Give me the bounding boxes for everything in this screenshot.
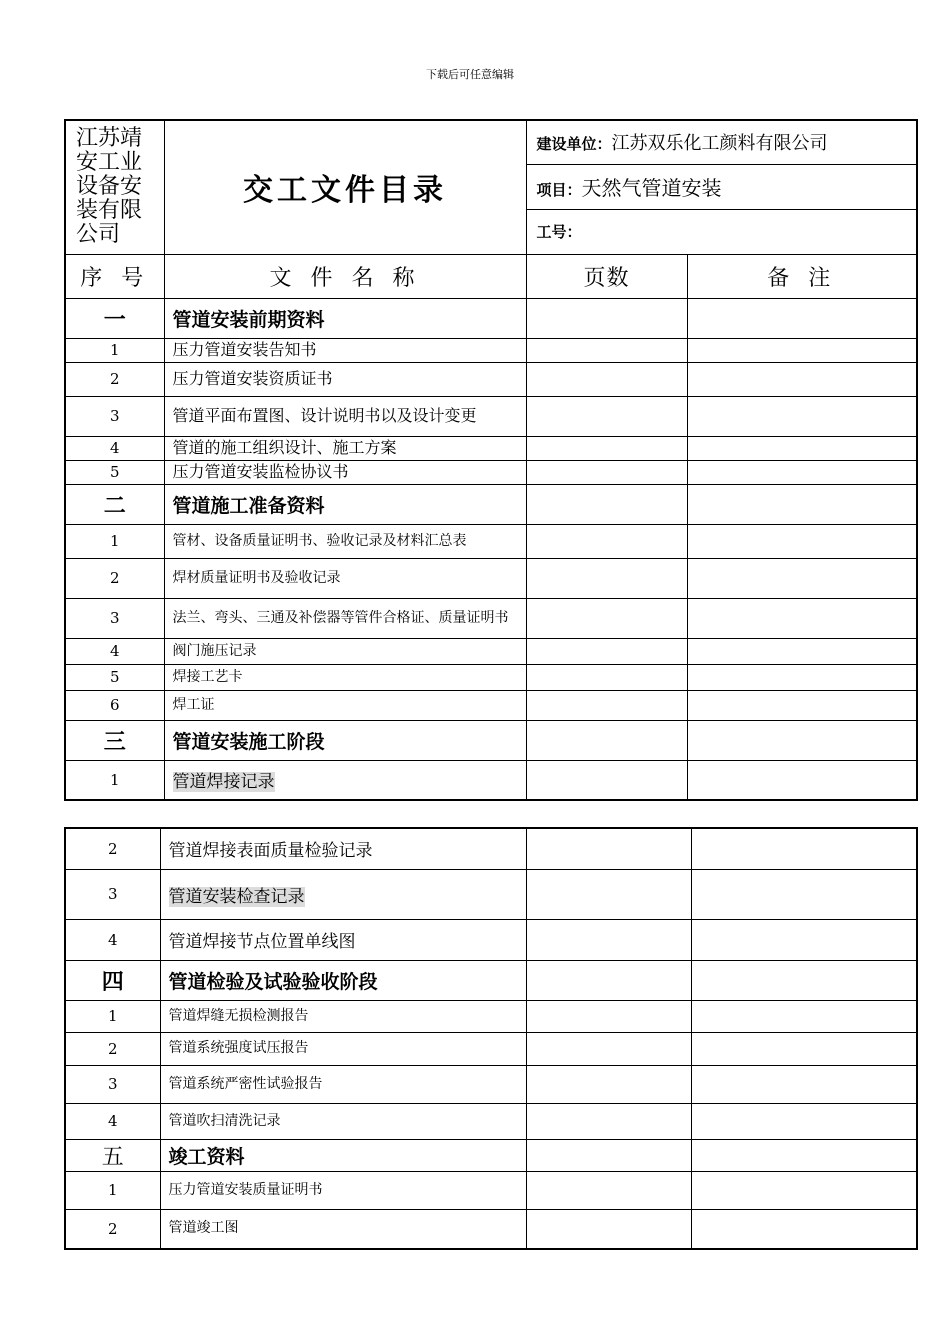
pages-cell (526, 298, 687, 338)
item-name: 压力管道安装监检协议书 (164, 460, 526, 484)
section-title: 管道检验及试验验收阶段 (160, 960, 526, 1000)
pages-cell (526, 1139, 691, 1171)
pages-cell (526, 338, 687, 362)
pages-cell (526, 598, 687, 638)
item-name (160, 869, 526, 919)
remarks-cell (691, 1032, 917, 1065)
item-number: 2 (65, 362, 164, 396)
section-title: 管道施工准备资料 (164, 484, 526, 524)
remarks-cell (687, 484, 917, 524)
section-title: 管道安装施工阶段 (164, 720, 526, 760)
directory-table-page-1 (64, 119, 918, 801)
project-label: 项目： (536, 181, 582, 199)
remarks-cell (687, 460, 917, 484)
column-header-name: 文 件 名 称 (164, 254, 526, 298)
item-name: 管道的施工组织设计、施工方案 (164, 436, 526, 460)
pages-cell (526, 760, 687, 800)
remarks-cell (691, 960, 917, 1000)
section-title: 竣工资料 (160, 1139, 526, 1171)
remarks-cell (691, 919, 917, 960)
item-number: 3 (65, 869, 160, 919)
item-number: 2 (65, 828, 160, 869)
item-number: 3 (65, 598, 164, 638)
highlighted-text: 管道焊接记录 (172, 772, 275, 793)
pages-cell (526, 1103, 691, 1139)
pages-cell (526, 720, 687, 760)
pages-cell (526, 960, 691, 1000)
item-name: 管道系统严密性试验报告 (160, 1065, 526, 1103)
construction-unit-label: 建设单位： (536, 135, 612, 154)
pages-cell (526, 919, 691, 960)
remarks-cell (687, 760, 917, 800)
company-name: 江苏靖安工业设备安装有限公司 (65, 120, 164, 254)
remarks-cell (687, 362, 917, 396)
construction-unit-value: 江苏双乐化工颜料有限公司 (611, 133, 828, 155)
directory-table-page-2 (64, 827, 918, 1250)
column-header-remarks: 备 注 (687, 254, 917, 298)
remarks-cell (687, 638, 917, 664)
pages-cell (526, 396, 687, 436)
item-number: 1 (65, 760, 164, 800)
job-number-label: 工号： (536, 223, 582, 241)
item-number: 5 (65, 460, 164, 484)
remarks-cell (687, 558, 917, 598)
item-number: 4 (65, 436, 164, 460)
job-number (526, 209, 917, 254)
remarks-cell (691, 1209, 917, 1249)
item-number: 3 (65, 396, 164, 436)
pages-cell (526, 558, 687, 598)
item-name: 管道系统强度试压报告 (160, 1032, 526, 1065)
pages-cell (526, 524, 687, 558)
item-number: 3 (65, 1065, 160, 1103)
pages-cell (526, 1065, 691, 1103)
item-name: 管道焊缝无损检测报告 (160, 1000, 526, 1032)
item-number: 4 (65, 638, 164, 664)
remarks-cell (691, 1171, 917, 1209)
remarks-cell (691, 1139, 917, 1171)
project (526, 164, 917, 209)
section-number: 三 (65, 720, 164, 760)
item-name (164, 760, 526, 800)
item-number: 1 (65, 1000, 160, 1032)
remarks-cell (691, 1065, 917, 1103)
remarks-cell (687, 396, 917, 436)
remarks-cell (691, 1103, 917, 1139)
pages-cell (526, 460, 687, 484)
column-header-pages: 页数 (526, 254, 687, 298)
item-number: 5 (65, 664, 164, 690)
item-name: 管道焊接节点位置单线图 (160, 919, 526, 960)
pages-cell (526, 1032, 691, 1065)
pages-cell (526, 638, 687, 664)
remarks-cell (691, 869, 917, 919)
pages-cell (526, 1171, 691, 1209)
item-name: 压力管道安装告知书 (164, 338, 526, 362)
remarks-cell (687, 524, 917, 558)
item-name: 焊接工艺卡 (164, 664, 526, 690)
pages-cell (526, 362, 687, 396)
item-name: 压力管道安装质量证明书 (160, 1171, 526, 1209)
item-name: 管材、设备质量证明书、验收记录及材料汇总表 (164, 524, 526, 558)
remarks-cell (687, 338, 917, 362)
item-name: 压力管道安装资质证书 (164, 362, 526, 396)
section-number: 五 (65, 1139, 160, 1171)
pages-cell (526, 869, 691, 919)
pages-cell (526, 1000, 691, 1032)
item-name: 阀门施压记录 (164, 638, 526, 664)
remarks-cell (687, 690, 917, 720)
remarks-cell (687, 436, 917, 460)
project-value: 天然气管道安装 (581, 176, 722, 200)
item-name: 管道焊接表面质量检验记录 (160, 828, 526, 869)
item-name: 焊工证 (164, 690, 526, 720)
section-number: 四 (65, 960, 160, 1000)
item-name: 管道平面布置图、设计说明书以及设计变更 (164, 396, 526, 436)
item-name: 管道竣工图 (160, 1209, 526, 1249)
highlighted-text: 管道安装检查记录 (168, 886, 305, 907)
remarks-cell (687, 598, 917, 638)
item-name: 法兰、弯头、三通及补偿器等管件合格证、质量证明书 (164, 598, 526, 638)
item-number: 2 (65, 1209, 160, 1249)
item-number: 1 (65, 524, 164, 558)
pages-cell (526, 436, 687, 460)
column-header-seq: 序 号 (65, 254, 164, 298)
item-number: 4 (65, 1103, 160, 1139)
pages-cell (526, 690, 687, 720)
item-name: 管道吹扫清洗记录 (160, 1103, 526, 1139)
pages-cell (526, 828, 691, 869)
remarks-cell (687, 720, 917, 760)
item-number: 1 (65, 338, 164, 362)
section-number: 一 (65, 298, 164, 338)
item-number: 6 (65, 690, 164, 720)
pages-cell (526, 664, 687, 690)
construction-unit (526, 120, 917, 164)
item-number: 2 (65, 1032, 160, 1065)
item-name: 焊材质量证明书及验收记录 (164, 558, 526, 598)
pages-cell (526, 1209, 691, 1249)
top-note: 下载后可任意编辑 (426, 68, 514, 81)
item-number: 2 (65, 558, 164, 598)
remarks-cell (691, 1000, 917, 1032)
item-number: 1 (65, 1171, 160, 1209)
pages-cell (526, 484, 687, 524)
item-number: 4 (65, 919, 160, 960)
remarks-cell (687, 664, 917, 690)
section-number: 二 (65, 484, 164, 524)
document-title: 交工文件目录 (164, 120, 526, 254)
remarks-cell (691, 828, 917, 869)
remarks-cell (687, 298, 917, 338)
section-title: 管道安装前期资料 (164, 298, 526, 338)
